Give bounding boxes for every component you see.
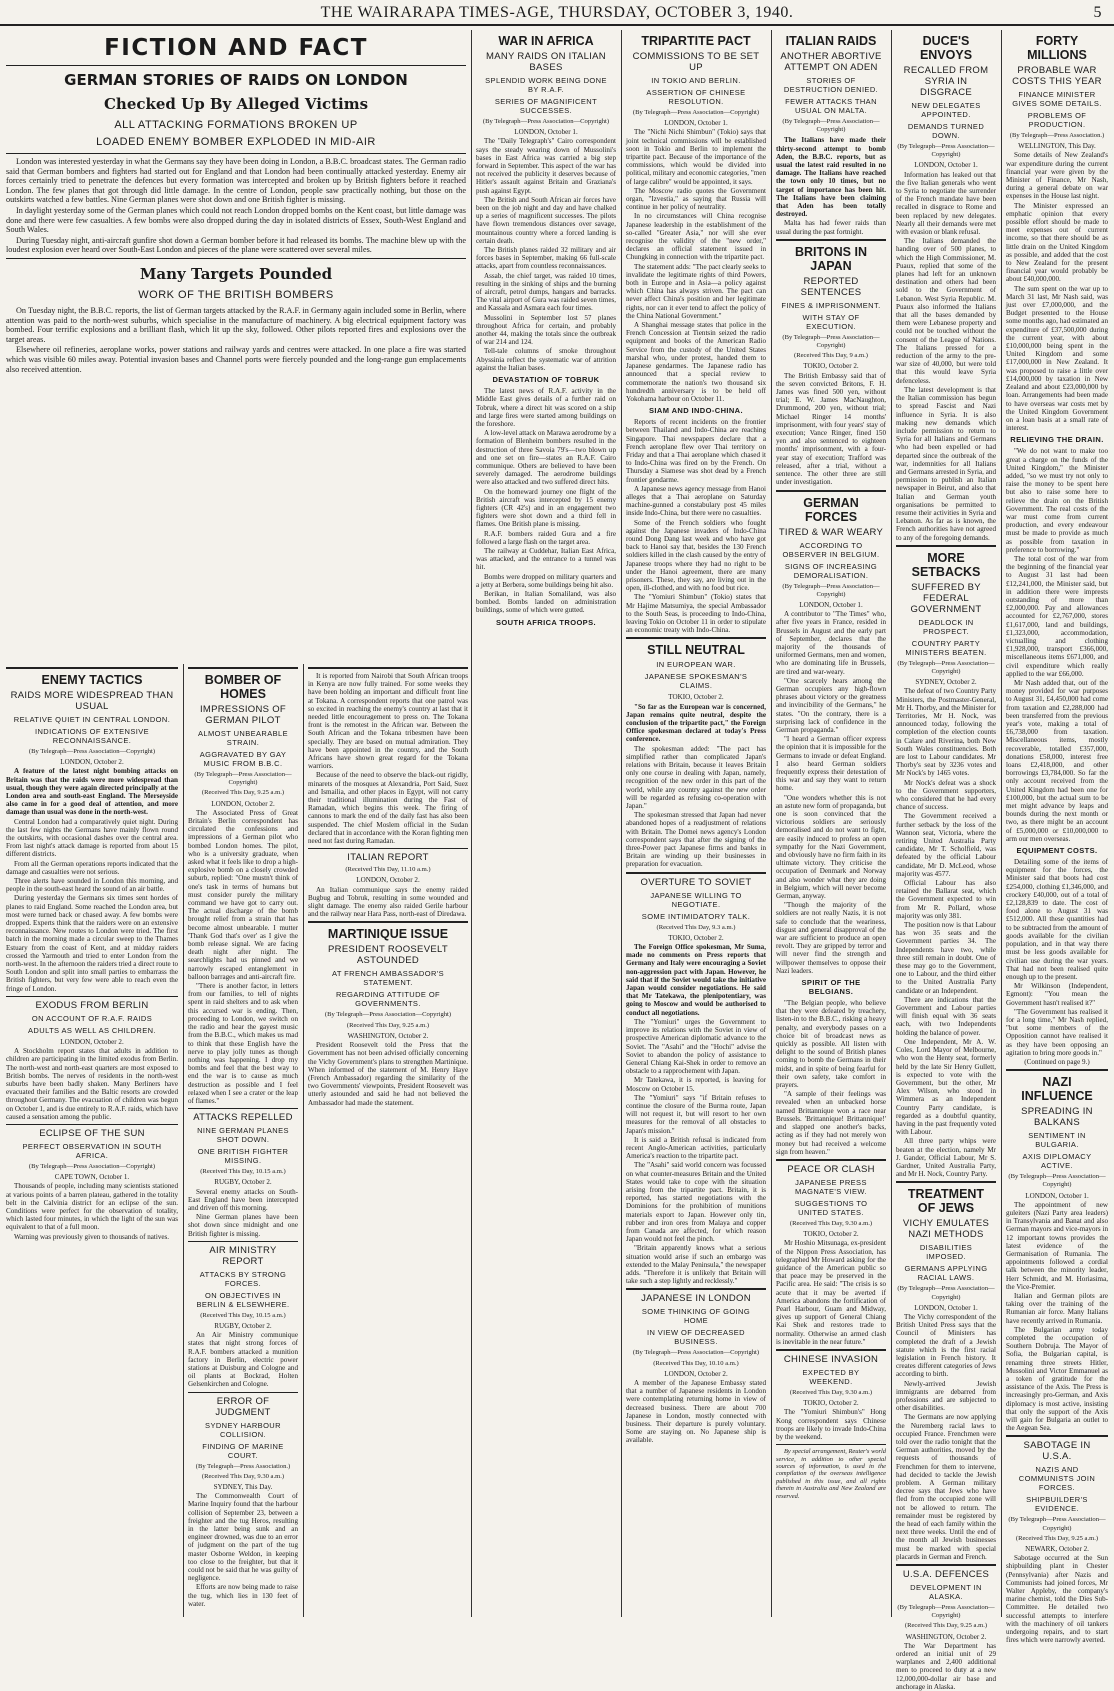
credit-line: (Received This Day, 10.15 a.m.) [200,1168,286,1176]
headline-checked-up: Checked Up By Alleged Victims [103,95,369,113]
subhead: SENTIMENT IN BULGARIA. [1028,1131,1086,1150]
paragraph: A low-level attack on Marawa aerodrome by a formation of Blenheim bombers resulted in the destruction of three Savoia 79's—two blown up and one set on fire—states an R.A.F. Cairo communique. Others are believed to have been severely damaged. The aerodrome buildings were also attacked and two suffered direct hits. [476,429,616,487]
dateline: TOKIO, October 2. [668,933,724,942]
subhead: STORIES OF DESTRUCTION DENIED. [783,76,879,94]
credit-line: (By Telegraph—Press Association—Copyright) [194,771,292,787]
subhead: PROBLEMS OF PRODUCTION. [1027,111,1087,129]
headline-treatment-jews: TREATMENT OF JEWS [907,1187,985,1216]
dateline: NEWARK, October 2. [1025,1545,1089,1554]
paragraph: Mr Nock's defeat was a shock to the Government supporters, who considered that he had every chance of success. [896,778,996,812]
column-forty-millions [1006,30,1108,1645]
subhead: AXIS DIPLOMACY ACTIVE. [1022,1152,1092,1171]
dateline: LONDON, October 1. [914,1303,978,1312]
subhead: COUNTRY PARTY MINISTERS BEATEN. [905,638,987,657]
dateline: RUGBY, October 2. [214,1178,272,1187]
paragraph: Mussolini in September lost 57 planes throughout Africa for certain, and probably another 44, making the totals since the outbreak of war 214 and 124. [476,313,616,347]
subhead: WITH STAY OF EXECUTION. [802,312,860,331]
credit-line: (Received This Day, 10.15 a.m.) [200,1311,286,1319]
dateline: LONDON, October 2. [211,799,275,808]
paragraph: Elsewhere oil refineries, aeroplane works, power stations and railway yards and centres were attacked. In one place a fire was started which was visible 60 miles away. Potential invasion bases and Channel ports were fiercely pounded and the long-range gun emplacements also received attention. [6,345,466,374]
credit-line: (By Telegraph—Press Association—Copyright) [632,109,760,116]
subhead: EXPECTED BY WEEKEND. [802,1367,860,1386]
paragraph: On Tuesday night, the B.B.C. reports, the list of German targets attacked by the R.A.F. in Germany again included some in Berlin, where attention was paid to the north-west suburbs, which specialise in the manufacture of machinery. A big electrical equipment factory was bombed. Four terrific explosions and a brilliant flash, which lit up the sky, followed. Other pilots reported fires and explosions over the target areas. [6,305,466,344]
paragraph: London was interested yesterday in what the Germans say they have been doing in London, a B.B.C. broadcast states. The German radio said that German bombers and fighters had started out for England and that London had been continually attacked yesterday. Enemy air forces certainly tried to penetrate the defences but every formation was intercepted and broken up by British fighters before it reached London. The few planes that got through did little damage. In the centre of London, people saw practically nothing, but those on the outskirts watched a few battles. Nine German planes were shot down and one British fighter is missing. [6,157,466,205]
paragraph: A contributor to "The Times" who, after five years in France, resided in Brussels in August and the early part of September, declares that the majority of the thousands of uniformed Germans, men and women, who are dominating life in Brussels, are tired and war-weary. [776,610,886,676]
subhead: SOME THINKING OF GOING HOME [641,1307,751,1326]
subhead: EQUIPMENT COSTS. [1016,846,1098,856]
paragraph: The "Asahi" said world concern was focussed on what counter-measures Britain and the United States would take to cope with the situation arising from the tripartite pact. Britain, it is reported, has started negotiations with the Dominions for the prohibition of munitions materials export to Japan. However only tin, rubber and iron ores from Malaya and copper from Canada are affected, for which reason Japan would not feel the pinch. [626,1161,766,1244]
dateline: WELLINGTON, This Day. [1018,142,1096,151]
paragraph: Efforts are now being made to raise the tug, which lies in 130 feet of water. [188,1583,298,1608]
subhead: SUGGESTIONS TO UNITED STATES. [794,1198,868,1217]
dateline: SYDNEY, October 2. [915,678,977,687]
paragraph: The Associated Press of Great Britain's Berlin correspondent has circulated the confessions and impressions of a German pilot who bombed London homes. The pilot, who is a university graduate, when asked what it feels like to drop a high-explosive bomb on a closely crowded suburb, replied: "One mustn't think of one's task in terms of humans but must consider purely the military command we have got to carry out. The actual discharge of the bomb brought relief from a strain that has become almost unbearable. I mutter 'Thank God that's over' as I give the bomb release signal. We are facing death night after night. The searchlights had us pinned and we narrowly escaped entanglement in balloon barrages and anti-aircraft fire. [188,808,298,981]
headline-more-setbacks: MORE SETBACKS [911,550,981,579]
fiction-fact-section [6,30,466,658]
paragraph: The British Embassy said that of the seven convicted Britons, F. H. James was fined 500 yen, without trial; E. W. James MacNaughton, Drummond, 200 yen, without trial; Michael Ringer 14 months' imprisonment, with four years' stay of execution; Vance Ringer, fined 150 yen and also sentenced to eighteen months' imprisonment, with a four-year stay of execution; Trafford was released, after a trial, without a sentence. The other three are still under investigation. [776,371,886,487]
paragraph: The "Yomiuri" urges the Government to improve its relations with the Soviet in view of prospective American diplomatic advance to the Soviet. The "Asahi" and the "Hochi" advise the Soviet to abandon the policy of assistance to General Chiang Kai-Shek in order to remove an obstacle to a rapprochement with Japan. [626,1017,766,1076]
column-war-in-africa-cont [308,664,468,1617]
subhead-british-bombers: WORK OF THE BRITISH BOMBERS [138,288,334,301]
paragraph: Tell-tale columns of smoke throughout Abyssinia reflect the systematic war of attrition against the Italian bases. [476,347,616,372]
subhead: IN EUROPEAN WAR. [656,660,736,670]
credit-line: (Received This Day, 9.25 a.m.) [1015,1534,1099,1542]
paragraph: Several enemy attacks on South-East England have been intercepted and driven off this morning. [188,1187,298,1212]
paragraph: Some details of New Zealand's war expenditure during the current financial year were given by the Minister of Finance, Mr Nash, during a general debate on war expenses in the House last night. [1006,151,1108,201]
paragraph: Assab, the chief target, was raided 10 times, resulting in the sinking of ships and the burning of aircraft, petrol dumps, hangars and barracks. The vital airport of Gura was raided seven times, and Kassala and Asmara each four times. [476,271,616,313]
paragraph: Detailing some of the items of equipment for the forces, the Minister said that boots had cost £254,000, clothing £1,346,000, and crockery £40,000, out of a total of £2,128,839 to date. The cost of food alone to August 31 was £512,000. All these quantities had to be subtracted from the amount of goods available for the civilian population, and in that way there must be less goods available for civilian use during the war years. That had not been realised quite enough up to the present. [1006,858,1108,981]
paragraph: Mr Wilkinson (Independent, Egmont): "You mean the Government hasn't realised it?" [1006,982,1108,1007]
paragraph: The total cost of the war from the beginning of the financial year to August 31 last had been £12,241,000, the Minister said, but in addition there were imprests outstanding of more than £2,000,000. Pay and allowances accounted for £2,767,000, stores £1,617,000, land and buildings, £1,323,000, accommodation, victualling and clothing £1,928,000, transport £366,000, miscellaneous items £671,000, and civil expenditure which really applied to the war £66,000. [1006,554,1108,678]
columns-area [6,30,1108,1691]
subhead: FEWER ATTACKS THAN USUAL ON MALTA. [785,97,877,115]
subhead: SOUTH AFRICA TROOPS. [496,617,596,627]
headline-japanese-london: JAPANESE IN LONDON [641,1293,751,1305]
headline-chinese-invasion: CHINESE INVASION [783,1353,879,1365]
paragraph: In no circumstances will China recognise Japanese leadership in the establishment of the so-called "Greater Asia," nor will she ever recognise the validity of the "new order," declares an official statement issued in Chungking in connection with the tripartite pact. [626,212,766,262]
page-number: 5 [1093,4,1102,21]
credit-line: (Received This Day, 11.10 a.m.) [345,866,431,874]
credit-line: (By Telegraph—Press Association—Copyright) [324,1011,452,1019]
paragraph: Information has leaked out that the five Italian generals who went to Syria to negotiate the surrender of the French mandate have been recalled in disgrace to Rome and been replaced by new delegates. Nearly all their demands were met with evasion or blank refusal. [896,170,996,237]
subhead: SIAM AND INDO-CHINA. [649,406,743,416]
paragraph: The railway at Cuddehar, Italian East Africa, was attacked, and the entrance to a tunnel was hit. [476,546,616,572]
column-duces-envoys [896,30,996,1691]
subhead: REGARDING ATTITUDE OF GOVERNMENTS. [335,990,441,1009]
paragraph: Mr Nash added that, out of the money provided for war purposes to August 31, £4,450,000 had come from taxation and £2,288,000 had been transferred from the previous year's vote, making a total of £6,738,000 from taxation. Miscellaneous items, mostly recoverable, totalled £357,000, donations £58,000, interest free loans £2,418,000, and other borrowings £3,784,000. So far the only account received from the United Kingdom had been one for £100,000, but the actual sum to be met might advance by leaps and bounds during the next month or two, as there might be an account of £5,000,000 or £10,000,000 to arm our men overseas. [1006,679,1108,843]
reuters-footnote: By special arrangement, Reuter's world service, in addition to other special sources of information, is used in the compilation of the overseas intelligence published in this issue, and all rights therein in Australia and New Zealand are reserved. [776,1448,886,1500]
credit-line: (Received This Day, 9.30 a.m.) [789,1388,873,1396]
subhead: FINDING OF MARINE COURT. [202,1441,284,1460]
subhead: ON OBJECTIVES IN BERLIN & ELSEWHERE. [196,1290,290,1309]
paragraph: A Stockholm report states that adults in addition to children are participating in the limited exodus from Berlin. The north-west and north-east quarters are most exposed to British bombs. The nerves of residents in the north-west suburbs have been badly shaken. Many Berliners have evacuated their families and the Baltic resorts are crowded throughout Germany. The evacuation of children was begun on October 1, and is due entirely to R.A.F. raids, which have caused a sensation among the public. [6,1047,179,1121]
subhead: SPLENDID WORK BEING DONE BY R.A.F. [485,76,607,94]
paragraph: The spokesman added: "The pact has simplified rather than complicated Japan's relations with Britain, because it leaves Britain only one course in dealing with Japan, namely, recognition of the new order in this part of the world, while any country against the new order will be regarded as refusing co-operation with Japan." [626,744,766,811]
paragraph: "The Government has realised it for a long time," Mr Nash replied, "but some members of the Opposition cannot have realised it as they have been opposing an agitation to bring more goods in." [1006,1007,1108,1057]
dateline: CAPE TOWN, October 1. [54,1173,130,1182]
headline-sabotage-usa: SABOTAGE IN U.S.A. [1023,1440,1091,1463]
subhead: IN TOKIO AND BERLIN. [651,76,741,85]
subhead: SOME INTIMIDATORY TALK. [641,911,751,921]
subhead-bomber-exploded: LOADED ENEMY BOMBER EXPLODED IN MID-AIR [96,136,376,148]
credit-line: (Received This Day, 9.30 a.m.) [201,1472,285,1480]
paragraph: "One wonders whether this is not an astute new form of propaganda, but one is soon convinced that the victorious soldiers are seriously demoralised and do not want to fight, are easily induced to profess an open sympathy for the Nazi Government, and obviously have no firm faith in its ultimate victory. They criticise the occupation of Denmark and Norway and also wonder what they are doing in Belgium, which will never become German, anyway. [776,793,886,901]
headline-britons-japan: BRITONS IN JAPAN [795,244,867,273]
subhead: RELIEVING THE DRAIN. [1010,435,1104,445]
paragraph: It is said a British refusal is indicated from recent Anglo-American activities, particularly America's reaction to the tripartite pact. [626,1135,766,1161]
subhead: AGGRAVATED BY GAY MUSIC FROM B.B.C. [199,750,287,768]
dateline: LONDON, October 2. [664,1369,728,1378]
subhead: NAZIS AND COMMUNISTS JOIN FORCES. [1018,1465,1096,1493]
subhead: DEVASTATION OF TOBRUK [492,375,600,385]
headline-eclipse: ECLIPSE OF THE SUN [39,1127,145,1139]
paragraph: An Italian communique says the enemy raided Bugbug and Tobruk, resulting in some wounded and slight damage. The enemy also raided Gerile harbour and the railway near Hara Pass, north-east of Diredawa. [308,885,468,919]
credit-line: (By Telegraph—Press Association—Copyright) [897,659,995,675]
paragraph: The War Department has ordered an initial unit of 29 warplanes and 2,400 additional men to proceed to duty at a new 12,000,000-dollar air base and anchorage in Alaska. [896,1641,996,1691]
paragraph: "The Belgian people, who believe that they were defeated by treachery, listen-in to the B.B.C., risking a heavy penalty, and everybody passes on a choice bit of broadcast news as quickly as possible. All listen with delight to the sound of British planes coming to bomb the Germans in their midst, and in spite of being fearful for their own safety, take comfort in prayers. [776,999,886,1090]
subhead: SYDNEY HARBOUR COLLISION. [205,1420,281,1439]
credit-line: (Received This Day, 9 a.m.) [794,352,868,360]
credit-line: (By Telegraph—Press Association—Copyright) [632,1349,760,1357]
credit-line: (By Telegraph—Press Association—Copyright) [28,748,156,755]
paragraph: There are indications that the Government and Labour parties will finish equal with 36 seats each, with two Independents holding the balance of power. [896,995,996,1037]
dateline: LONDON, October 1. [514,128,578,137]
credit-line: (By Telegraph—Press Association—Copyright) [782,118,880,134]
continued-note: (Continued on page 9.) [1024,1057,1090,1066]
credit-line: (By Telegraph—Press Association—Copyright) [782,582,880,598]
paragraph: Warning was previously given to thousands of natives. [14,1232,170,1241]
paragraph: A feature of the latest night bombing attacks on Britain was that the raids were more widespread than usual, though they were again directed principally at the London area and south-east England. The Merseyside also came in for a good deal of attention, and more damage than usual was done in the north-west. [6,767,178,817]
article-body-fiction [6,157,466,255]
paragraph: The British planes raided 32 military and air forces bases in September, making 66 full-scale attacks, apart from countless reconnaissances. [476,246,616,271]
paragraph: Official Labour has also retained the Ballarat seat, which the Government expected to win from Mr R. Pollard, whose majority was only 381. [896,879,996,920]
subhead: REPORTED SENTENCES [800,275,862,298]
credit-line: (By Telegraph—Press Association—Copyright) [1008,1516,1106,1532]
subhead: MANY RAIDS ON ITALIAN BASES [486,51,606,73]
headline-german-stories: GERMAN STORIES OF RAIDS ON LONDON [64,71,408,89]
subhead: JAPANESE SPOKESMAN'S CLAIMS. [644,672,748,691]
paragraph: The Foreign Office spokesman, Mr Suma, made no comments on Press reports that Germany and Italy were encouraging a Soviet non-aggression pact with Japan. However, he said that if the Soviet would take the initiative Japan would consider negotiations. He said that Mr Tatekawa, the plenipotentiary, was going to Moscow and would be authorised to conduct all negotiations. [626,943,766,1017]
subhead: SPIRIT OF THE BELGIANS. [801,978,861,997]
subhead: DEVELOPMENT IN ALASKA. [910,1583,982,1602]
paragraph: "Britain apparently knows what a serious situation would arise if such an embargo was extended to the Malay Peninsula," the newspaper adds. "Therefore it is unlikely that Britain will take such a step lightly and recklessly." [626,1244,766,1286]
paragraph: Nine German planes have been shot down since midnight and one British fighter is missing. [188,1213,298,1238]
paragraph: The latest news of R.A.F. activity in the Middle East gives details of a further raid on Tobruk, where a direct hit was scored on a ship and large fires were started among buildings on the foreshore. [476,387,616,428]
subhead: IN VIEW OF DECREASED BUSINESS. [646,1328,745,1347]
subhead: NINE GERMAN PLANES SHOT DOWN. [197,1126,289,1145]
subhead: FINANCE MINISTER GIVES SOME DETAILS. [1012,90,1102,108]
paragraph: During yesterday the Germans six times sent hordes of planes to raid England. Some reached the London area, but most were turned back or chased away. A few bombs were dropped. Experts think that the raiders were on an extensive reconnaissance. New routes to London were tried. The first batch in the morning made a circular sweep to the Thames Estuary from the coast of Kent, and at midday raiders crossed the Yarmouth and tried to enter London from the north-west. In the afternoon the raiders tried a direct route to South London and split into small parties to embarrass the British fighters, but very few were able to reach even the fringe of London. [6,894,178,993]
dateline: LONDON, October 1. [799,600,863,609]
headline-fiction-and-fact: FICTION AND FACT [104,35,368,61]
subhead: FINES & IMPRISONMENT. [781,300,881,310]
headline-enemy-tactics: ENEMY TACTICS [41,673,143,687]
dateline: TOKIO, October 2. [668,693,724,702]
headline-italian-raids: ITALIAN RAIDS [785,34,877,48]
dateline: TOKIO, October 2. [803,362,859,371]
paragraph: "One scarcely hears among the German occupiers any high-flown phrases about victory or the greatness and invincibility of the Germans," he states. "On the contrary, there is a surprising lack of confidence in the German propaganda." [776,676,886,734]
subhead: PROBABLE WAR COSTS THIS YEAR [1012,65,1102,87]
paragraph: The "Yomiuri Shimbun" (Tokio) states that Mr Hajime Matsumiya, the special Ambassador to the South Seas, is proceeding to Indo-China, leaving Tokio on October 11 in order to stipulate an economic treaty with Indo-China. [626,593,766,635]
headline-usa-defences: U.S.A. DEFENCES [902,1569,990,1581]
paragraph: The Moscow radio quotes the Government organ, "Izvestia," as saying that Russia will continue in her policy of neutrality. [626,186,766,212]
headline-air-ministry: AIR MINISTRY REPORT [209,1244,277,1267]
paragraph: Bombs were dropped on military quarters and a jetty at Berbera, some buildings being hit also. [476,572,616,589]
paragraph: The Germans are now applying the Nuremberg racial laws to occupied France. Frenchmen were told over the radio tonight that the German authorities, moved by the requests of thousands of Frenchmen for them to intervene, had decided to tackle the Jewish problem. A German military decree says that Jews who have fled from the occupied zone will not be allowed to return. The remainder must be registered by the head of each family within the next three weeks. Until the end of the month all Jewish businesses must be marked with special placards in German and French. [896,1413,996,1561]
paragraph: "A sample of their feelings was revealed when an unbacked horse named Brittannique won a race near Brussels. 'Brittannique! Brittannique!' and slapped one another's backs, acting as if they had not merely won money but had received a welcome sign from heaven." [776,1090,886,1156]
paragraph: The Italians have made their thirty-second attempt to bomb Aden, the B.B.C. reports, but as usual the latest raid resulted in no damage. The Italians have reached the town only 10 times, but no target of importance has been hit. The Italians have been claiming that Aden has been totally destroyed. [776,136,886,219]
credit-line: (By Telegraph—Press Association—Copyright) [897,1285,995,1301]
subhead: JAPANESE WILLING TO NEGOTIATE. [650,890,742,909]
dateline: LONDON, October 2. [356,876,420,885]
credit-line: (Received This Day, 10.10 a.m.) [653,1359,739,1367]
dateline: LONDON, October 2. [60,1037,124,1046]
subhead-formations: ALL ATTACKING FORMATIONS BROKEN UP [114,119,358,131]
paragraph: The "Nichi Nichi Shimbun" (Tokio) says that joint technical commissions will be established soon in Tokio and Berlin to implement the tripartite pact. Because of the importance of the commissions, which would be divided into political, military and economic categories, "men of large calibre" would be appointed, it says. [626,128,766,186]
paragraph: During Tuesday night, anti-aircraft gunfire shot down a German bomber before it had released its bombs. The machine blew up with the loudest explosion ever heard over South-East London and pieces of the plane were scattered over several miles. [6,235,466,255]
credit-line: (By Telegraph—Press Association—Copyright) [28,1162,156,1170]
paragraph: Thousands of people, including many scientists stationed at various points of a barren plateau, gathered in the totality belt in the Calvinia district for an eclipse of the sun. Conditions were perfect for the observation of totality, which lasted four minutes, in which the light of the sun was equivalent to that of a full moon. [6,1182,178,1232]
paragraph: Mr Hoshio Mitsunaga, ex-president of the Nippon Press Association, has telegraphed Mr Howard asking for the guidance of the American public so that peace may be preserved in the Pacific area. He said: "The crisis is so acute that it may be averted if America abandons the fortification of Pearl Harbour, Guam and Midway, gives up support of General Chiang Kai Shek and restores trade to normality. Otherwise an armed clash is inevitable in the near future." [776,1239,886,1346]
paragraph: Because of the need to observe the black-out rigidly, minarets of the mosques at Alexandria, Port Said, Suez and Ismailia, and other places in Egypt, will not carry their traditional illumination during the Fast of Ramadan, which begins this week. The firing of cannons to mark the end of the daily fast has also been suspended. The chief Moslem official in the Sudan declared that in accordance with the Koran fighting men need not fast during Ramadan. [308,771,468,846]
subhead: JAPANESE PRESS MAGNATE'S VIEW. [795,1177,867,1196]
paragraph: An Air Ministry communique states that night strong forces of R.A.F. bombers attacked a munition factory in Berlin, electric power stations at Duisburg and Cologne and oil plants at Bockrad, Holten Gelsenkirchen and Cologne. [188,1331,298,1389]
headline-many-targets: Many Targets Pounded [139,264,333,283]
subhead: SPREADING IN BALKANS [1021,1106,1093,1129]
paragraph: Reports of recent incidents on the frontier between Thailand and Indo-China are reaching Singapore. Thai newspapers declare that a French aeroplane flew over Thai territory on Friday and that a Thai aeroplane which chased it to Indo-China was fired on by the French. On Thursday a Siamese was shot dead by a French frontier gendarme. [626,418,766,484]
dateline: LONDON, October 1. [914,161,978,170]
headline-exodus-berlin: EXODUS FROM BERLIN [35,999,149,1011]
headline-peace-or-clash: PEACE OR CLASH [787,1163,875,1175]
credit-line: (Received This Day, 9.3 a.m.) [656,923,736,931]
column-war-in-africa [476,30,616,1617]
paragraph: R.A.F. bombers raided Gura and a fire followed a large flash on the target area. [476,529,616,546]
credit-line: (Received This Day, 9.30 a.m.) [789,1219,873,1227]
credit-line: (Received This Day, 9.25 a.m.) [346,1021,430,1029]
paragraph: Berikan, in Italian Somaliland, was also bombed. Bombs landed on administration buildings, some of which were gutted. [476,589,616,615]
subhead: TIRED & WAR WEARY [778,526,884,538]
subhead: RECALLED FROM SYRIA IN DISGRACE [903,65,989,98]
masthead [0,0,1114,26]
headline-attacks-repelled: ATTACKS REPELLED [193,1112,293,1124]
subhead: ONE BRITISH FIGHTER MISSING. [197,1147,289,1166]
dateline: WASHINGTON, October 2. [905,1632,987,1641]
paragraph: In daylight yesterday some of the German planes which could not reach London dropped bombs on the Kent coast, but little damage was done and there were few casualties. A few bombs were also dropped during the day in isolated districts of Essex, South-West England and South Wales. [6,205,466,235]
paragraph: The "Yomiuri" says "if Britain refuses to continue the closure of the Burma route, Japan will not request it, but will resort to her own measures for the removal of all obstacles to Japan's mission." [626,1093,766,1135]
subhead: PERFECT OBSERVATION IN SOUTH AFRICA. [22,1141,162,1160]
paragraph: The spokesman stressed that Japan had never abandoned hopes of a readjustment of relations with Britain. The Domei news agency's London correspondent says that after the signing of the three-Power pact Japanese firms and banks in Britain are winding up their businesses in preparation for evacuation. [626,811,766,869]
paragraph: The latest development is that the Italian commission has begun to spread Fascist and Nazi influence in Syria. It is also making new demands which include permission to return to Syria for all Italians and Germans who had been expelled or had departed since the outbreak of the war, indemnities for all Italians and Germans arrested in Syria, and permission to publish an Italian newspaper in Beirut, and also that Italian and German youth organisations be permitted to resume their activities in Syria and Lebanon. As far as is known, the French authorities have not agreed to any of the foregoing demands. [896,385,996,542]
paragraph: The "Yomiuri Shimbun's" Hong Kong correspondent says Chinese troops are likely to invade Indo-China by the weekend. [776,1408,886,1441]
paragraph: The Commonwealth Court of Marine Inquiry found that the harbour collision of September 23, between a freighter and the tug Heros, resulting in the latter being sunk and an engineer drowned, was due to an error of judgment on the part of the tug master Osborne Weldon, in keeping too close to the freighter, but that it could not be said that he was guilty of negligence. [188,1492,298,1583]
dateline: LONDON, October 1. [1025,1191,1089,1200]
paragraph: Some of the French soldiers who fought against the Japanese invaders of Indo-China round Dong Dang last week and who have got back to Hanoi say that, besides the 130 French soldiers killed in the clash caused by the entry of Japanese troops where they had no right to be under the Hanoi agreement, there are many prisoners. These, they say, are living out in the open, ill-clothed, and with no food but rice. [626,518,766,593]
credit-line: (By Telegraph—Press Association—Copyright) [897,1604,995,1620]
paragraph: The statement adds: "The pact clearly seeks to invalidate the legitimate rights of third Powers, both in Europe and in Asia—a policy against which China has always striven. The pact can never affect China's position and her legitimate rights, nor can it ever tend to affect the policy of the China National Government." [626,262,766,320]
paragraph: A Japanese news agency message from Hanoi alleges that a Thai aeroplane on Saturday machine-gunned a constabulary post 45 miles inside Indo-China, but there were no casualties. [626,484,766,518]
subhead: RELATIVE QUIET IN CENTRAL LONDON. [13,715,171,724]
headline-duces-envoys: DUCE'S ENVOYS [919,34,973,62]
paragraph: "We do not want to make too great a charge on the funds of the United Kingdom," the Minister added, "so we must try not only to raise the money to be spent here but also to raise some here to relieve the drain on the British Government. The real costs of the war must come from current production, and every endeavour must be made to provide as much as possible from taxation in preference to borrowing." [1006,447,1108,554]
subhead: RAIDS MORE WIDESPREAD THAN USUAL [10,690,174,712]
column-enemy-tactics [6,664,178,1617]
paragraph: The Italians demanded the handing over of 500 planes, to which the High Commissioner, M. Puaux, replied that some of the planes had left for an unknown destination and others had been sold to the Government of Lebanon. West Syria Republic. M. Puaux also informed the Italians that all the bases demanded by them were Lebanese property and could not be touched without the consent of the League of Nations. The Italians pressed for a reduction of the army to the pre-war size of 40,000, but were told that this would leave Syria defenceless. [896,237,996,385]
paragraph: Mr Tatekawa, it is reported, is leaving for Moscow on October 15. [626,1076,766,1093]
headline-error-of-judgment: ERROR OF JUDGMENT [215,1395,271,1418]
headline-forty-millions: FORTY MILLIONS [1027,34,1087,62]
paragraph: Three alerts have sounded in London this morning, and people in the south-east heard the sound of an air battle. [6,877,178,894]
paragraph: "So far as the European war is concerned, Japan remains quite neutral, despite the conclusion of the tripartite pact," the Foreign Office spokesman declared at today's Press conference. [626,702,766,744]
dateline: TOKIO, October 2. [803,1399,859,1408]
subhead: ADULTS AS WELL AS CHILDREN. [28,1025,156,1035]
headline-martinique: MARTINIQUE ISSUE [327,927,449,942]
subhead: ACCORDING TO OBSERVER IN BELGIUM. [782,540,880,559]
paragraph: Sabotage occurred at the Sun shipbuilding plant in Chester (Pennsylvania) after Nazis and Communists had joined forces, Mr Walter Appleby, the company's marine chemist, told the Dies Sub-Committee. He detailed two successful attempts to interfere with the machinery of oil tankers undergoing repairs, and to start fires which were narrowly averted. [1006,1554,1108,1645]
subhead: SERIES OF MAGNIFICENT SUCCESSES. [494,97,598,115]
paragraph: Malta has had fewer raids than usual during the past fortnight. [776,219,886,236]
headline-italian-report: ITALIAN REPORT [347,852,429,864]
headline-overture-soviet: OVERTURE TO SOVIET [640,876,752,888]
subhead: SIGNS OF INCREASING DEMORALISATION. [784,561,878,580]
paragraph: Central London had a comparatively quiet night. During the last few nights the Germans have mainly flown round the outskirts, with occasional dashes over the central area. From last night's attack damage is reported from about 15 different districts. [6,817,178,859]
paragraph: From all the German operations reports indicated that the damage and casualties were not serious. [6,859,178,876]
paragraph: President Roosevelt told the Press that the Government has not been advised officially concerning the Vichy Government's plans to strengthen Martinique. When informed of the statement of M. Henry Haye (French Ambassador) regarding the similarity of the two Governments' viewpoints, President Roosevelt was utterly astounded and said he had not believed the Ambassador had made the statement. [308,1041,468,1107]
subhead: SHIPBUILDER'S EVIDENCE. [1026,1495,1088,1514]
paragraph: The Bulgarian army today completed the occupation of Southern Dobruja. The Mayor of Sofia, the Bulgarian capital, is renaming three streets Hitler, Mussolini and Victor Emmanuel as a token of gratitude for the assistance of the Axis. The Press is increasingly pro-German, and Axis diplomacy is most active, insisting that only the support of the Axis will gain for Bulgaria an outlet to the Aegean Sea. [1006,1325,1108,1433]
paragraph: The "Daily Telegraph's" Cairo correspondent says the steady wearing down of Mussolini's bases in East Africa was carried a big step forward in September. This aspect of the war has not received the publicity it deserves because of Hitler's assault against Britain and Graziana's push against Egypt. [476,137,616,195]
headline-still-neutral: STILL NEUTRAL [647,643,745,658]
subhead: VICHY EMULATES NAZI METHODS [902,1218,990,1241]
paragraph: One Independent, Mr A. W. Coles, Lord Mayor of Melbourne, who won the Henty seat, formerly held by the late Sir Henry Gullett, is expected to vote with the Government, but the other, Mr Alex Wilson, who stood in Wimmera as an Independent Country Party candidate, is regarded as a doubtful quantity, having in the past frequently voted with Labour. [896,1037,996,1137]
column-tripartite-pact [626,30,766,1617]
credit-line: (By Telegraph—Press Association—Copyright) [482,118,610,125]
subhead: COMMISSIONS TO BE SET UP [632,51,760,73]
subhead: IMPRESSIONS OF GERMAN PILOT [199,704,287,726]
paragraph: A Shanghai message states that police in the French Concession at Tientsin seized the radio equipment and books of the American Radio Service from the custody of the United States marshal who, under protest, handed them to Japanese gendarmes. The Japanese radio has announced that a special review to commemorate the nation's two thousand six hundredth anniversary is to be held off Yokohama harbour on October 11. [626,321,766,403]
subhead: INDICATIONS OF EXTENSIVE RECONNAISSANCE. [34,727,150,745]
headline-german-forces: GERMAN FORCES [803,495,859,524]
paragraph: The defeat of two Country Party Ministers, the Postmaster-General, Mr H. Thorby, and the Minister for Territories, Mr H. Nock, was announced today, following the completion of the election counts in Calare and Riverina, both New South Wales constituencies. Both are lost to Labour candidates. Mr Thorby's seat by 3236 votes and Mr Nock's by 1465 votes. [896,687,996,778]
subhead: GERMANS APPLYING RACIAL LAWS. [904,1264,988,1283]
dateline: RUGBY, October 2. [214,1321,272,1330]
dateline: WASHINGTON, October 2. [347,1031,429,1040]
credit-line: (Received This Day, 9.25 a.m.) [201,789,285,797]
headline-tripartite-pact: TRIPARTITE PACT [641,34,751,48]
paragraph: A member of the Japanese Embassy stated that a number of Japanese residents in London were contemplating returning home in view of decreased business. There are about 700 Japanese in London, mostly connected with business. Their departure is purely voluntary. Some are staying on. No Japanese ship is available. [626,1379,766,1445]
subhead: ASSERTION OF CHINESE RESOLUTION. [646,88,746,106]
subhead: AT FRENCH AMBASSADOR'S STATEMENT. [331,969,445,988]
credit-line: (By Telegraph—Press Association—Copyright) [782,333,880,350]
paragraph: Italian and German pilots are taking over the training of the Rumanian air force. Many Italians have recently arrived in Rumania. [1006,1291,1108,1325]
credit-line: (Received This Day, 9.25 a.m.) [904,1622,988,1630]
paragraph: The appointment of new guleiters (Nazi Party area leaders) in Transylvania and Banat and also German mayors and vice-mayors in 12 important towns provides the latest evidence of the Germanisation of Rumania. The appointments followed a cordial talk between the minority leader, Herr Schmidt, and M. Horiasima, the Vice-Premier. [1006,1200,1108,1291]
paragraph: The Vichy correspondent of the British United Press says that the Council of Ministers has completed the draft of a Jewish statute which is the first racial legislation in French history. It creates different categories of Jews according to birth. [896,1312,996,1379]
masthead-title: THE WAIRARAPA TIMES-AGE, THURSDAY, OCTOBER 3, 1940. [320,4,794,21]
paragraph: On the homeward journey one flight of the British aircraft was intercepted by 15 enemy fighters (CR 42's) and in an engagement two fighters were shot down and a third fell in flames. One British plane is missing. [476,487,616,529]
credit-line: (By Telegraph—Press Association.) [195,1462,291,1470]
credit-line: (By Telegraph—Press Association—Copyright) [897,143,995,159]
subhead: ALMOST UNBEARABLE STRAIN. [197,729,289,747]
credit-line: (By Telegraph—Press Association—Copyright) [1008,1173,1106,1189]
paragraph: "Though the majority of the soldiers are not really Nazis, it is not safe to conclude that the weariness, disgust and general disapproval of the war are sufficient to produce an open revolt. They are gripped by terror and will never find the strength and willpower themselves to oppose their Nazi leaders. [776,901,886,975]
headline-bomber-of-homes: BOMBER OF HOMES [204,673,282,701]
credit-line: (By Telegraph—Press Association.) [1009,132,1105,139]
paragraph: All three party whips were beaten at the election, namely Mr J. Gander, Official Labour, Mr S. Gardner, United Australia Party, and Mr H. Nock, Country Party. [896,1137,996,1179]
subhead: DEMANDS TURNED DOWN. [907,122,985,140]
column-italian-raids [776,30,886,1617]
subhead: ON ACCOUNT OF R.A.F. RAIDS [31,1013,153,1023]
subhead: PRESIDENT ROOSEVELT ASTOUNDED [328,944,448,967]
paragraph: The position now is that Labour has won 35 seats and the Government parties 34. The Independents have two, while three still remain in doubt. One of these may go to the Government, one to Labour, and the third either to the United Australia Party candidate or an Independent. [896,921,996,995]
paragraph: The Minister expressed an emphatic opinion that every possible effort should be made to meet expenses out of current income, so that there should be as little drain on the United Kingdom as possible, and added that the cost to New Zealand for the present financial year would probably be about £40,000,000. [1006,201,1108,284]
subhead: ATTACKS BY STRONG FORCES. [199,1269,287,1288]
column-bomber-of-homes [188,664,298,1617]
headline-war-in-africa: WAR IN AFRICA [498,34,594,48]
paragraph: The sum spent on the war up to March 31 last, Mr Nash said, was just over £7,000,000, and the Budget presented to the House some months ago, had estimated an expenditure of £37,500,000 during the current year, with about £10,000,000 being spent in the United Kingdom and some £17,000,000 in New Zealand. It was proposed to raise a little over £14,000,000 by taxation in New Zealand and about £23,000,000 by loan. Arrangements had been made to have overseas war costs met by the United Kingdom Government on a loan basis at a small rate of interest. [1006,284,1108,433]
subhead: DISABILITIES IMPOSED. [919,1243,973,1262]
dateline: TOKIO, October 2. [803,1230,859,1239]
article-body-targets [6,306,466,374]
paragraph: Newly-arrived Jewish immigrants are debarred from professions and are subjected to other disabilities. [896,1379,996,1413]
paragraph: It is reported from Nairobi that South African troops in Kenya are now fully trained. For some weeks they have been holding an important and difficult front line at Tokana. A correspondent reports that one patrol was so excited in reaching the enemy's country at last that it needed little encouragement to press on. The Tokana front is the remotest in the African war. Between the South African and the Tokana tribesmen have been specially. They are based on mutual admiration. They have been appointed in the country, and the South Africans have shown great regard for the Tokana warriors. [308,672,468,771]
dateline: LONDON, October 1. [664,119,728,128]
dateline: SYDNEY, This Day. [213,1482,273,1491]
paragraph: "There is another factor, in letters from our families, to tell of nights spent in raid shelters and to ask when this accursed war is ending. Then, proceeding to London, we switch on the radio and hear the gayest music from the B.B.C., which makes us mad to think that these English have the nerve to play jolly tunes as though nothing was happening. I drop my bombs and feel that the best way to end the war is to cause as much destruction as possible and I feel relaxed when I see a crater or the leap of flames." [188,982,298,1105]
dateline: LONDON, October 2. [60,758,124,767]
paragraph: The British and South African air forces have been on the job night and day and have chalked up a series of magnificent successes. The pilots have flown tremendous distances over savage, mountainous country where a forced landing is certain death. [476,195,616,245]
paragraph: The Government received a further setback by the loss of the Wannon seat, Victoria, where the retiring United Australia Party candidate, Mr T. Scholfield, was defeated by the official Labour candidate, Mr D. McLeod, whose majority was 4577. [896,812,996,878]
subhead: SUFFERED BY FEDERAL GOVERNMENT [910,581,982,615]
subhead: DEADLOCK IN PROSPECT. [918,617,974,636]
subhead: ANOTHER ABORTIVE ATTEMPT ON ADEN [780,51,882,73]
subhead: NEW DELEGATES APPOINTED. [911,101,981,119]
paragraph: "I heard a German officer express the opinion that it is impossible for the Germans to invade or defeat England. I also heard German soldiers frequently express their detestation of this war and say they want to return home. [776,735,886,793]
headline-nazi-influence: NAZI INFLUENCE [1021,1075,1093,1104]
